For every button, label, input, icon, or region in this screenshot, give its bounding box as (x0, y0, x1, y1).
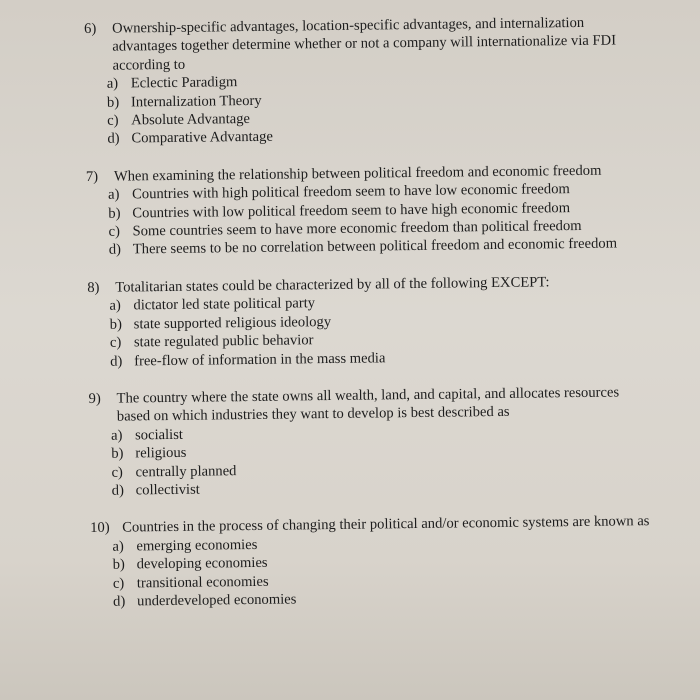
question-6 (84, 13, 646, 149)
question-number: 8) (87, 279, 100, 296)
option-list (85, 68, 646, 148)
option-text: underdeveloped economies (137, 591, 297, 610)
option-letter: a) (109, 297, 121, 314)
option-text: collectivist (135, 481, 200, 499)
option-list (86, 179, 647, 259)
question-number: 10) (90, 520, 110, 537)
question-10 (90, 512, 651, 611)
option-text: religious (135, 444, 187, 462)
question-text: Totalitarian states could be characterized by all of the following EXCEPT: (115, 274, 550, 296)
option-list (89, 420, 650, 500)
option-letter: a) (112, 538, 124, 555)
question-text: When examining the relationship between political freedom and economic freedom (113, 162, 602, 185)
option-text: Eclectic Paradigm (130, 74, 238, 92)
option-letter: b) (109, 316, 122, 333)
option-letter: c) (112, 575, 125, 592)
option-text: Comparative Advantage (131, 129, 273, 147)
option-letter: d) (107, 131, 120, 148)
option-list (90, 531, 651, 611)
option-text: There seems to be no correlation between political freedom and economic freedom (132, 235, 618, 258)
option-letter: d) (108, 242, 122, 259)
option-letter: c) (111, 464, 123, 481)
option-list (87, 290, 648, 370)
option-letter: a) (106, 75, 119, 92)
option-letter: b) (112, 556, 125, 573)
question-number: 7) (85, 168, 99, 185)
option-letter: b) (108, 205, 121, 222)
option-letter: c) (109, 334, 122, 351)
question-8 (87, 272, 648, 371)
option-letter: c) (108, 223, 121, 240)
question-list (84, 13, 651, 611)
option-text: transitional economies (136, 573, 269, 591)
option-text: state regulated public behavior (133, 332, 314, 351)
question-text: The country where the state owns all wealth, land, and capital, and allocates resources based on which industries they want to develop is best described as (116, 384, 620, 425)
question-9 (89, 383, 650, 500)
option-text: centrally planned (135, 462, 237, 480)
question-stem (84, 13, 645, 75)
option-text: Absolute Advantage (131, 111, 251, 129)
option-letter: c) (107, 112, 119, 129)
option-text: free-flow of information in the mass media (134, 349, 386, 369)
option-letter: a) (110, 427, 123, 444)
option-letter: d) (113, 593, 126, 610)
option-text: socialist (134, 426, 184, 444)
option-text: emerging economies (136, 536, 258, 555)
question-text: Countries in the process of changing their political and/or economic systems are known as (122, 513, 650, 536)
option-letter: b) (111, 445, 124, 462)
option-text: Countries with high political freedom seem to have low economic freedom (132, 181, 570, 203)
option-letter: a) (108, 186, 120, 203)
option-text: state supported religious ideology (133, 313, 332, 333)
option-text: Some countries seem to have more economic freedom than political freedom (132, 217, 582, 240)
question-number: 9) (88, 390, 101, 407)
option-letter: b) (106, 94, 120, 111)
question-7 (86, 161, 647, 260)
option-letter: d) (111, 482, 125, 499)
option-text: Countries with low political freedom seem to have high economic freedom (132, 199, 571, 222)
option-text: dictator led state political party (133, 295, 316, 314)
option-text: Internalization Theory (130, 92, 262, 111)
option-text: developing economies (136, 554, 268, 573)
question-text: Ownership-specific advantages, location-specific advantages, and internalization advantages together determine whether or not a company will internationalize via FDI according to (112, 14, 617, 74)
option-letter: d) (110, 353, 123, 370)
question-number: 6) (84, 20, 97, 37)
